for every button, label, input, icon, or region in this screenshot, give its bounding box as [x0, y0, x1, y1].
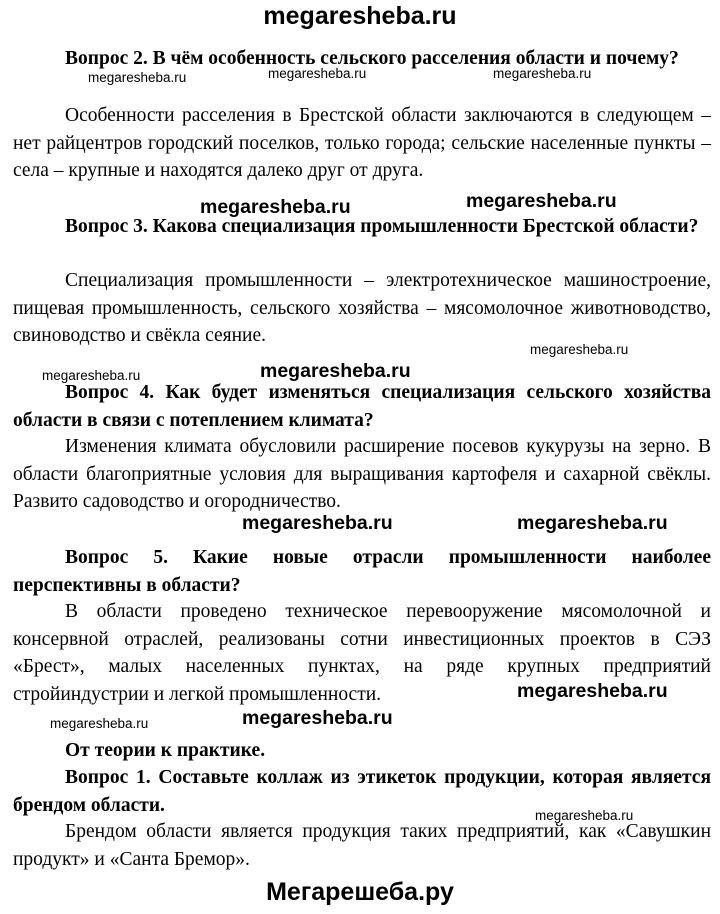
watermark: megaresheba.ru [517, 680, 668, 702]
watermark: megaresheba.ru [493, 66, 592, 81]
watermark: megaresheba.ru [88, 70, 187, 85]
watermark: megaresheba.ru [260, 360, 411, 382]
watermark: megaresheba.ru [268, 66, 367, 81]
practice-heading: От теории к практике. [65, 740, 266, 761]
site-header: megaresheba.ru [263, 2, 457, 30]
answer-4: Изменения климата обусловили расширение посевов кукурузы на зерно. В области благоприятные условия для выращивания картофеля и сахарной свёклы. Развито садоводство и огородничество. [13, 436, 711, 512]
answer-2: Особенности расселения в Брестской области заключаются в следующем – нет райцентров городский поселков, только города; сельские населенные пункты – села – крупные и находятся далеко друг от друга. [13, 105, 711, 181]
answer-3: Специализация промышленности – электротехническое машиностроение, пищевая промышленность, сельского хозяйства – мясомолочное животноводство, свиноводство и свёкла сеяние. [13, 270, 711, 346]
watermark: megaresheba.ru [242, 707, 393, 729]
practice-answer-1: Брендом области является продукция таких предприятий, как «Савушкин продукт» и «Санта Бремор». [13, 821, 711, 870]
watermark: megaresheba.ru [242, 512, 393, 534]
practice-question-1: Вопрос 1. Составьте коллаж из этикеток продукции, которая является брендом области. [13, 767, 711, 816]
site-footer: Мегарешеба.ру [266, 878, 454, 906]
watermark: megaresheba.ru [466, 190, 617, 212]
watermark: megaresheba.ru [517, 512, 668, 534]
watermark: megaresheba.ru [530, 342, 629, 357]
answer-5: В области проведено техническое перевооружение мясомолочной и консервной отраслей, реализованы сотни инвестиционных проектов в СЭЗ «Брест», малых населенных пунктах, на ряде крупных предприятий стройиндустрии и легкой промышленности. [13, 601, 711, 705]
question-5: Вопрос 5. Какие новые отрасли промышленности наиболее перспективны в области? [13, 547, 711, 596]
watermark: megaresheba.ru [42, 368, 141, 383]
watermark: megaresheba.ru [535, 808, 634, 823]
question-3: Вопрос 3. Какова специализация промышленности Брестской области? [65, 216, 699, 237]
watermark: megaresheba.ru [200, 196, 351, 218]
question-2: Вопрос 2. В чём особенность сельского расселения области и почему? [65, 48, 679, 69]
question-4: Вопрос 4. Как будет изменяться специализация сельского хозяйства области в связи с потеплением климата? [13, 382, 711, 431]
watermark: megaresheba.ru [50, 716, 149, 731]
